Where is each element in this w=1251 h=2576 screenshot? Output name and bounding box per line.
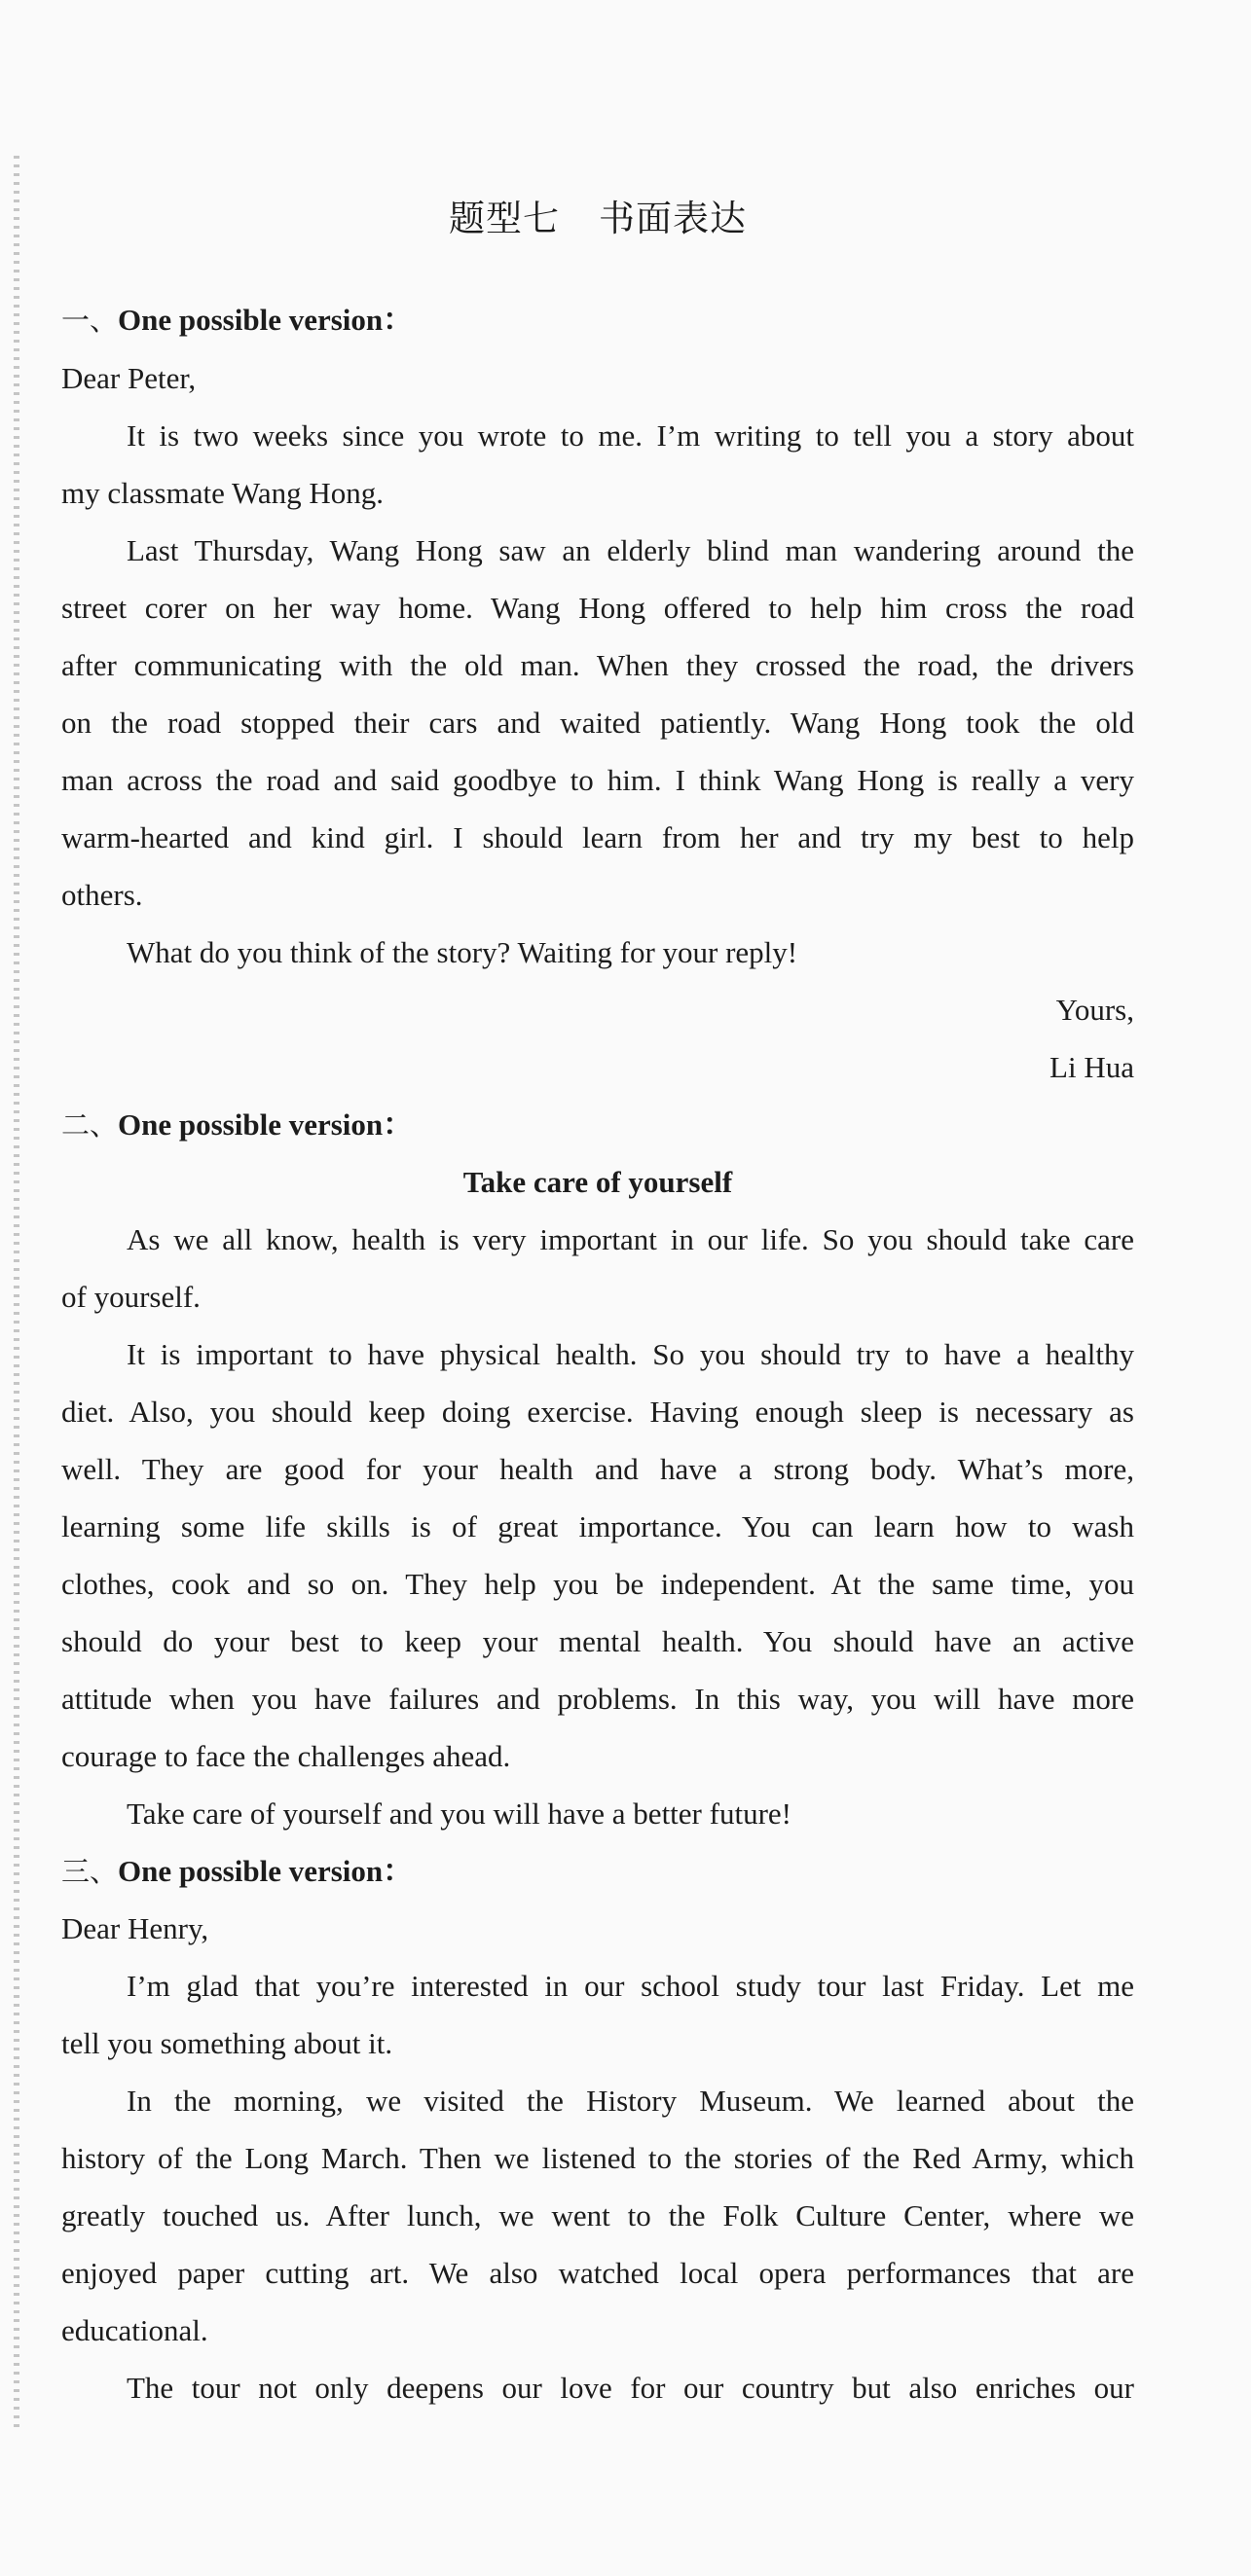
section-3-line: educational. bbox=[61, 2313, 208, 2347]
section-2-line: As we all know, health is very important in our life. So you should take care bbox=[127, 1222, 1134, 1256]
section-3-line: enjoyed paper cutting art. We also watched local opera performances that are bbox=[61, 2256, 1134, 2290]
section-1-line: others. bbox=[61, 878, 143, 912]
section-1-line: What do you think of the story? Waiting for your reply! bbox=[127, 935, 798, 969]
binding-edge-dots bbox=[14, 156, 19, 2433]
section-1-number: 一、 bbox=[61, 304, 119, 337]
section-2-essay-title: Take care of yourself bbox=[462, 1165, 733, 1199]
section-2-heading bbox=[61, 1106, 1134, 1144]
section-1-line: street corer on her way home. Wang Hong offered to help him cross the road bbox=[61, 591, 1134, 625]
page-title bbox=[61, 189, 1134, 241]
section-2-heading-text: One possible version： bbox=[118, 1107, 414, 1142]
section-1-heading-text: One possible version： bbox=[118, 303, 414, 337]
section-1-line: It is two weeks since you wrote to me. I’m writing to tell you a story about bbox=[127, 418, 1134, 453]
section-2-line: attitude when you have failures and problems. In this way, you will have more bbox=[61, 1682, 1134, 1716]
section-2-line: Take care of yourself and you will have a better future! bbox=[127, 1796, 791, 1831]
section-2-line: of yourself. bbox=[61, 1280, 201, 1314]
section-1-line: man across the road and said goodbye to him. I think Wang Hong is really a very bbox=[61, 763, 1134, 797]
section-2-line: well. They are good for your health and have a strong body. What’s more, bbox=[61, 1452, 1134, 1486]
section-2-line: learning some life skills is of great importance. You can learn how to wash bbox=[61, 1509, 1134, 1543]
section-1-line: on the road stopped their cars and waited patiently. Wang Hong took the old bbox=[61, 706, 1134, 740]
section-1-line: after communicating with the old man. When they crossed the road, the drivers bbox=[61, 648, 1134, 682]
section-3-line: history of the Long March. Then we listened to the stories of the Red Army, which bbox=[61, 2141, 1134, 2175]
section-3-line: tell you something about it. bbox=[61, 2026, 393, 2060]
section-1-closing: Yours, bbox=[1055, 993, 1134, 1027]
section-3-greeting: Dear Henry, bbox=[61, 1911, 209, 1945]
section-2-line: clothes, cook and so on. They help you be independent. At the same time, you bbox=[61, 1567, 1134, 1601]
page-title-part2: 书面表达 bbox=[599, 198, 747, 239]
section-2-line: courage to face the challenges ahead. bbox=[61, 1739, 511, 1773]
section-1-line: my classmate Wang Hong. bbox=[61, 476, 384, 510]
section-3-number: 三、 bbox=[61, 1855, 119, 1888]
section-1-heading bbox=[61, 301, 1134, 340]
section-2-number: 二、 bbox=[61, 1108, 119, 1142]
section-1-line: warm-hearted and kind girl. I should learn from her and try my best to help bbox=[61, 820, 1134, 854]
section-3-heading bbox=[61, 1852, 1134, 1891]
section-2-line: should do your best to keep your mental health. You should have an active bbox=[61, 1624, 1134, 1658]
section-3-line: In the morning, we visited the History Museum. We learned about the bbox=[127, 2084, 1134, 2118]
section-3-line: greatly touched us. After lunch, we went to the Folk Culture Center, where we bbox=[61, 2198, 1134, 2232]
section-1-greeting: Dear Peter, bbox=[61, 361, 197, 395]
section-3-line: I’m glad that you’re interested in our school study tour last Friday. Let me bbox=[127, 1969, 1134, 2003]
section-3-heading-text: One possible version： bbox=[118, 1854, 414, 1888]
section-2-line: diet. Also, you should keep doing exercise. Having enough sleep is necessary as bbox=[61, 1395, 1134, 1429]
section-3-line: The tour not only deepens our love for our country but also enriches our bbox=[127, 2371, 1134, 2405]
section-1-signature: Li Hua bbox=[1049, 1050, 1134, 1084]
section-1-line: Last Thursday, Wang Hong saw an elderly blind man wandering around the bbox=[127, 533, 1134, 567]
section-2-line: It is important to have physical health. So you should try to have a healthy bbox=[127, 1337, 1134, 1371]
page-title-part1: 题型七 bbox=[449, 198, 560, 239]
